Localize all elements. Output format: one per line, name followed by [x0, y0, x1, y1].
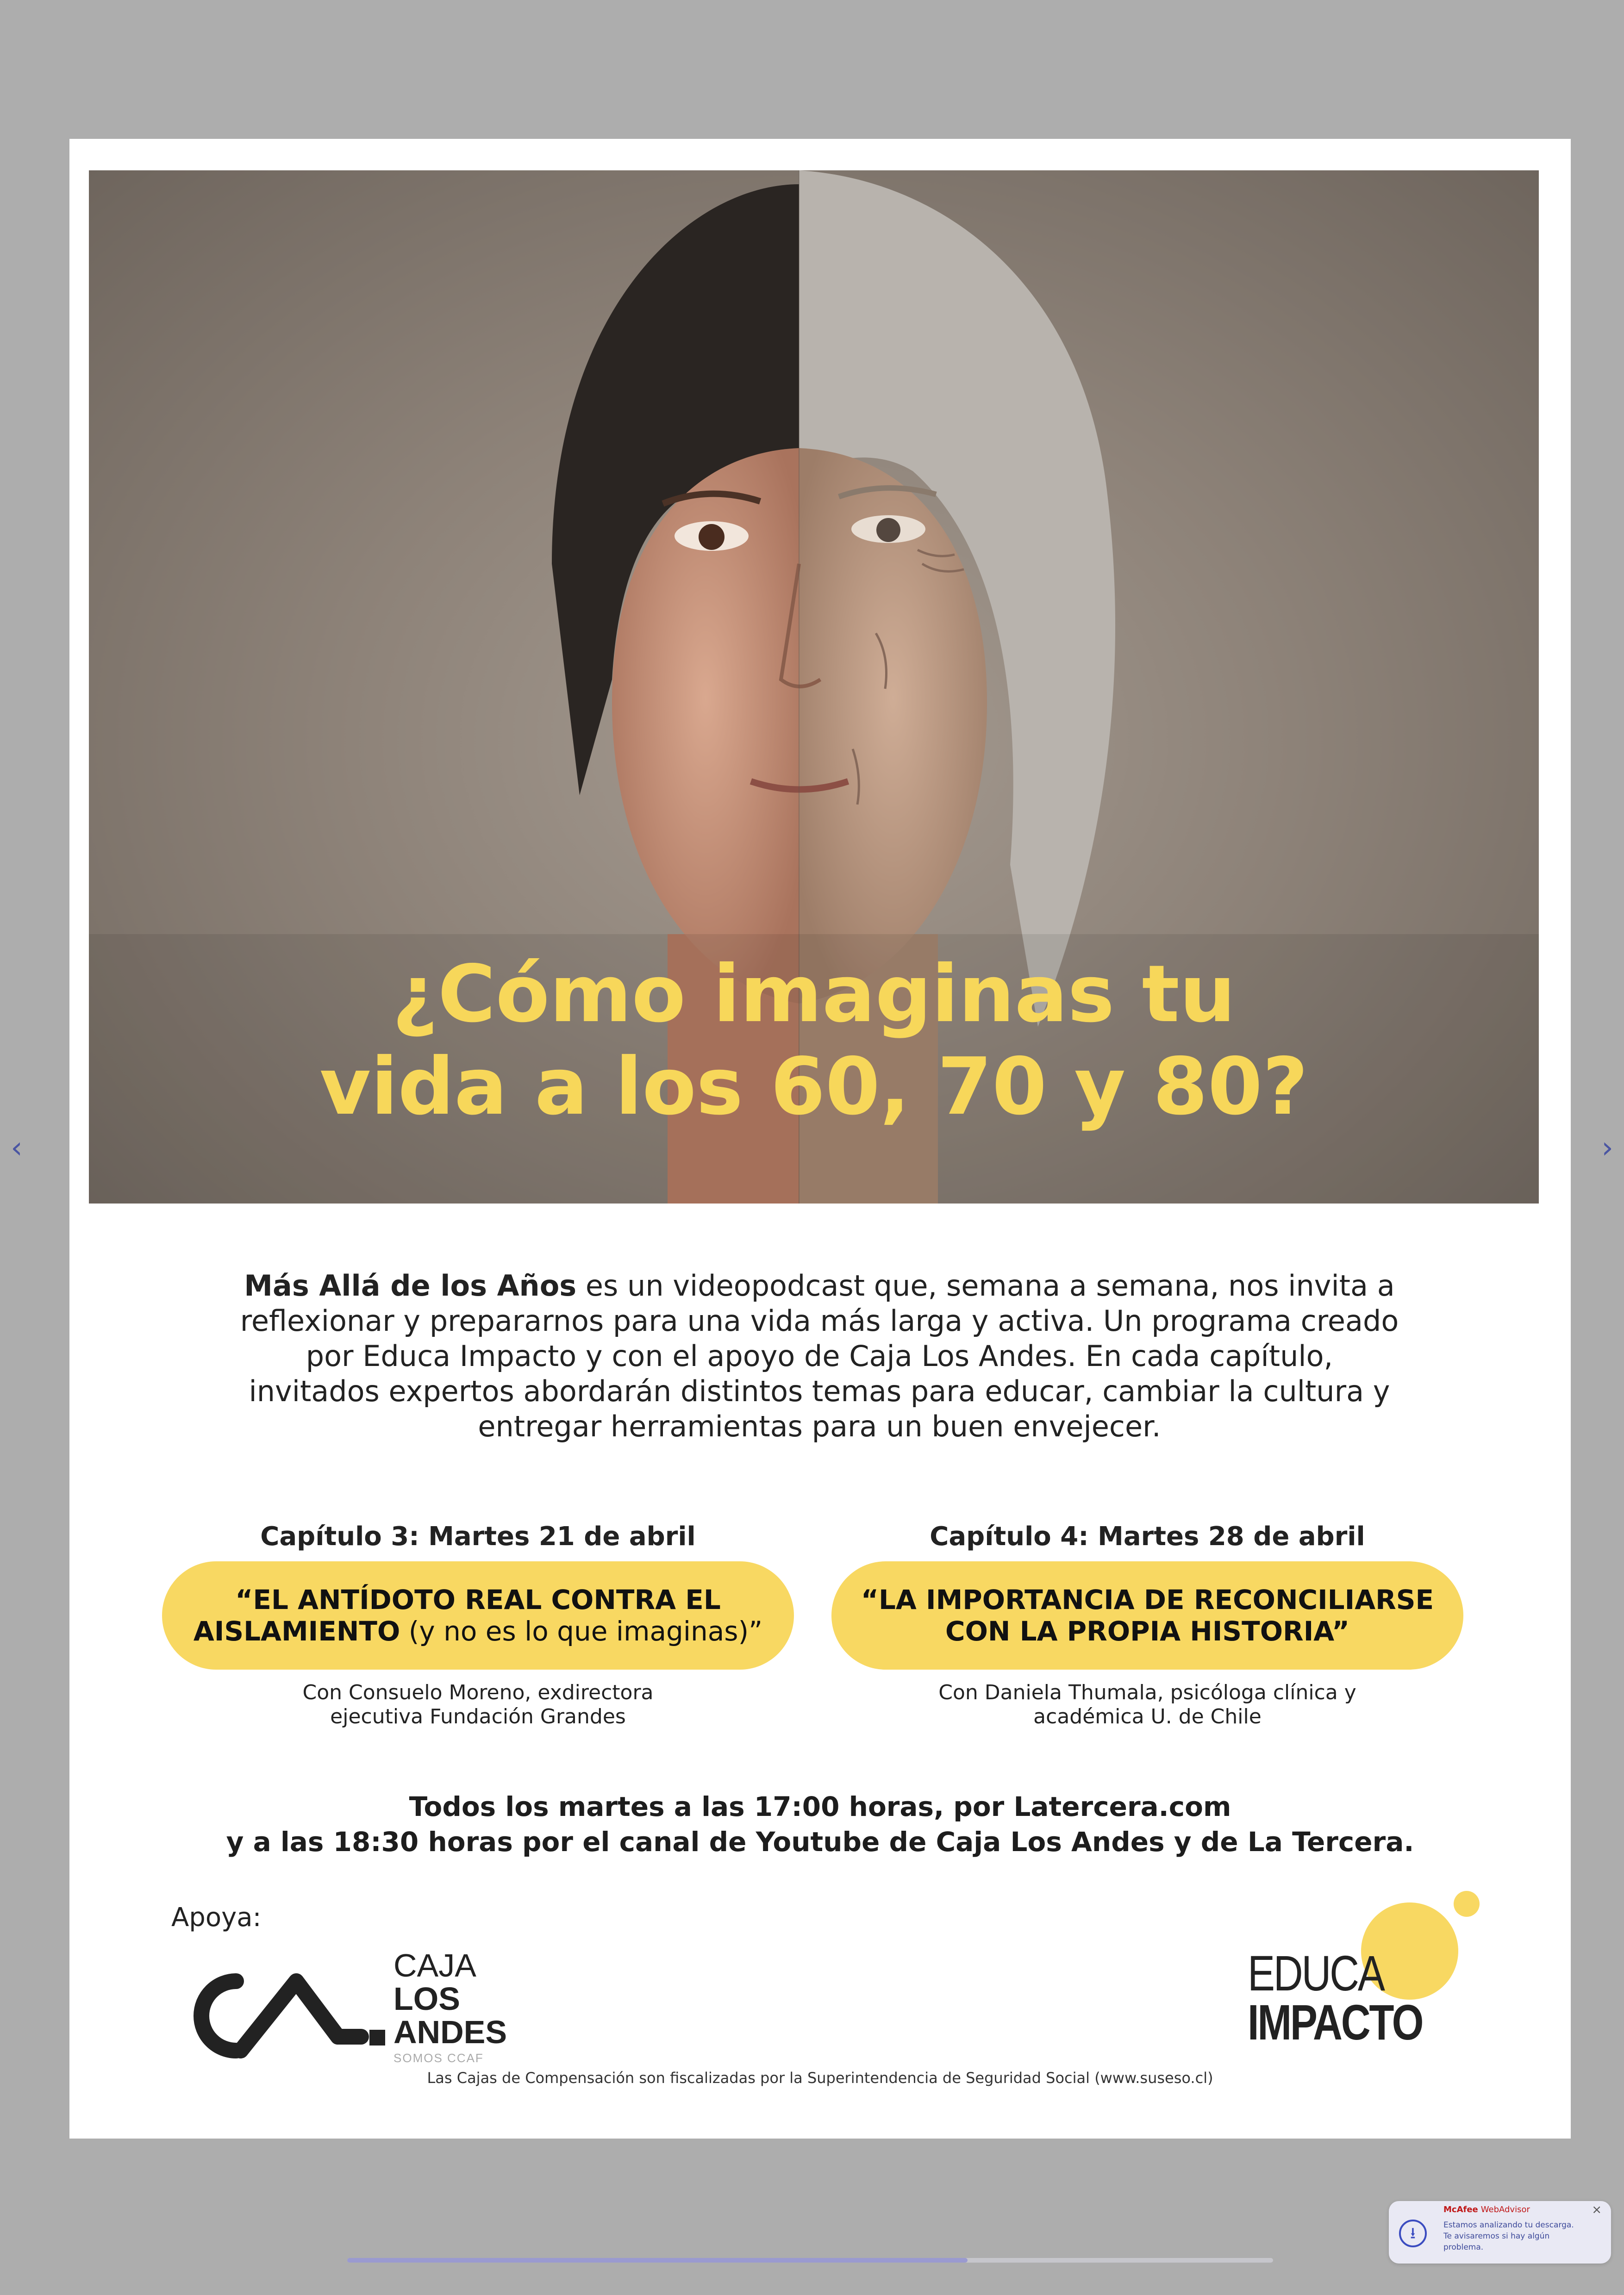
brand-name: McAfee [1443, 2205, 1478, 2214]
chapter-guest [162, 1681, 794, 1729]
progress-fill [347, 2258, 968, 2263]
intro-paragraph [236, 1268, 1403, 1444]
chapter-heading: Capítulo 3: Martes 21 de abril [260, 1522, 696, 1552]
chapter-heading: Capítulo 4: Martes 28 de abril [930, 1522, 1365, 1552]
document-page [69, 139, 1571, 2139]
guest-line1: Con Daniela Thumala, psicóloga clínica y [938, 1681, 1356, 1704]
impacto-word: IMPACTO [1248, 1994, 1423, 2050]
educa-word: EDUCA [1248, 1945, 1384, 2001]
chapter-title-light: (y no es lo que imaginas)” [400, 1615, 763, 1647]
caja-tagline: SOMOS CCAF [394, 2051, 484, 2065]
schedule-line1: Todos los martes a las 17:00 horas, por Latercera.com [409, 1791, 1231, 1822]
schedule-line2: y a las 18:30 horas por el canal de Youtube de Caja Los Andes y de La Tercera. [226, 1826, 1414, 1858]
product-name: WebAdvisor [1480, 2205, 1530, 2214]
guest-line2: académica U. de Chile [1033, 1705, 1262, 1728]
chapter-title-line1: “EL ANTÍDOTO REAL CONTRA EL [235, 1584, 721, 1615]
educa-impacto-logo [1248, 1945, 1423, 2050]
hero-photo [89, 170, 1539, 1204]
hero-title [89, 948, 1539, 1133]
toast-brand [1443, 2205, 1530, 2214]
download-icon: ⭳ [1399, 2220, 1427, 2247]
guest-line2: ejecutiva Fundación Grandes [330, 1705, 626, 1728]
intro-text: es un videopodcast que, semana a semana, nos invita a reflexionar y prepararnos para una vida más larga y activa. Un programa creado por Educa Impacto y con el apoyo de Caja Los Andes. En cada capítulo, invitados expertos abordarán distintos temas para educar, cambiar la cultura y entregar herramientas para un buen envejecer. [240, 1269, 1399, 1443]
los-word: LOS [394, 1981, 460, 2017]
page-progress-bar[interactable] [347, 2258, 1273, 2263]
chapter-4 [831, 1521, 1463, 1729]
chapter-guest [831, 1681, 1463, 1729]
chapter-title-line2 [194, 1615, 762, 1647]
schedule-text [69, 1789, 1571, 1859]
educa-logo-dot [1454, 1891, 1480, 1917]
sponsor-label: Apoya: [171, 1902, 262, 1933]
mcafee-download-notification[interactable] [1389, 2201, 1611, 2264]
chapter-3 [162, 1521, 794, 1729]
chapter-title-line1: “LA IMPORTANCIA DE RECONCILIARSE [861, 1584, 1434, 1615]
chapter-title-bold: AISLAMIENTO [193, 1615, 400, 1647]
chapter-title-pill [831, 1561, 1463, 1670]
toast-message: Estamos analizando tu descarga. Te avisaremos si hay algún problema. [1443, 2220, 1574, 2252]
hero-title-line1: ¿Cómo imaginas tu [392, 948, 1236, 1040]
hero-title-line2: vida a los 60, 70 y 80? [319, 1041, 1308, 1133]
caja-word: CAJA [394, 1947, 476, 1983]
chapter-title-pill [162, 1561, 794, 1670]
legal-disclaimer: Las Cajas de Compensación son fiscalizadas por la Superintendencia de Seguridad Social (www.suseso.cl) [427, 2069, 1213, 2087]
andes-word: ANDES [394, 2014, 507, 2050]
chevron-left-icon[interactable]: ‹ [11, 1131, 23, 1165]
guest-line1: Con Consuelo Moreno, exdirectora [302, 1681, 654, 1704]
close-icon[interactable]: × [1592, 2203, 1602, 2217]
chevron-right-icon[interactable]: › [1601, 1131, 1613, 1165]
caja-los-andes-wordmark [394, 1949, 507, 2067]
intro-program-name: Más Allá de los Años [244, 1269, 577, 1303]
chapter-title-line2: CON LA PROPIA HISTORIA” [945, 1615, 1349, 1647]
